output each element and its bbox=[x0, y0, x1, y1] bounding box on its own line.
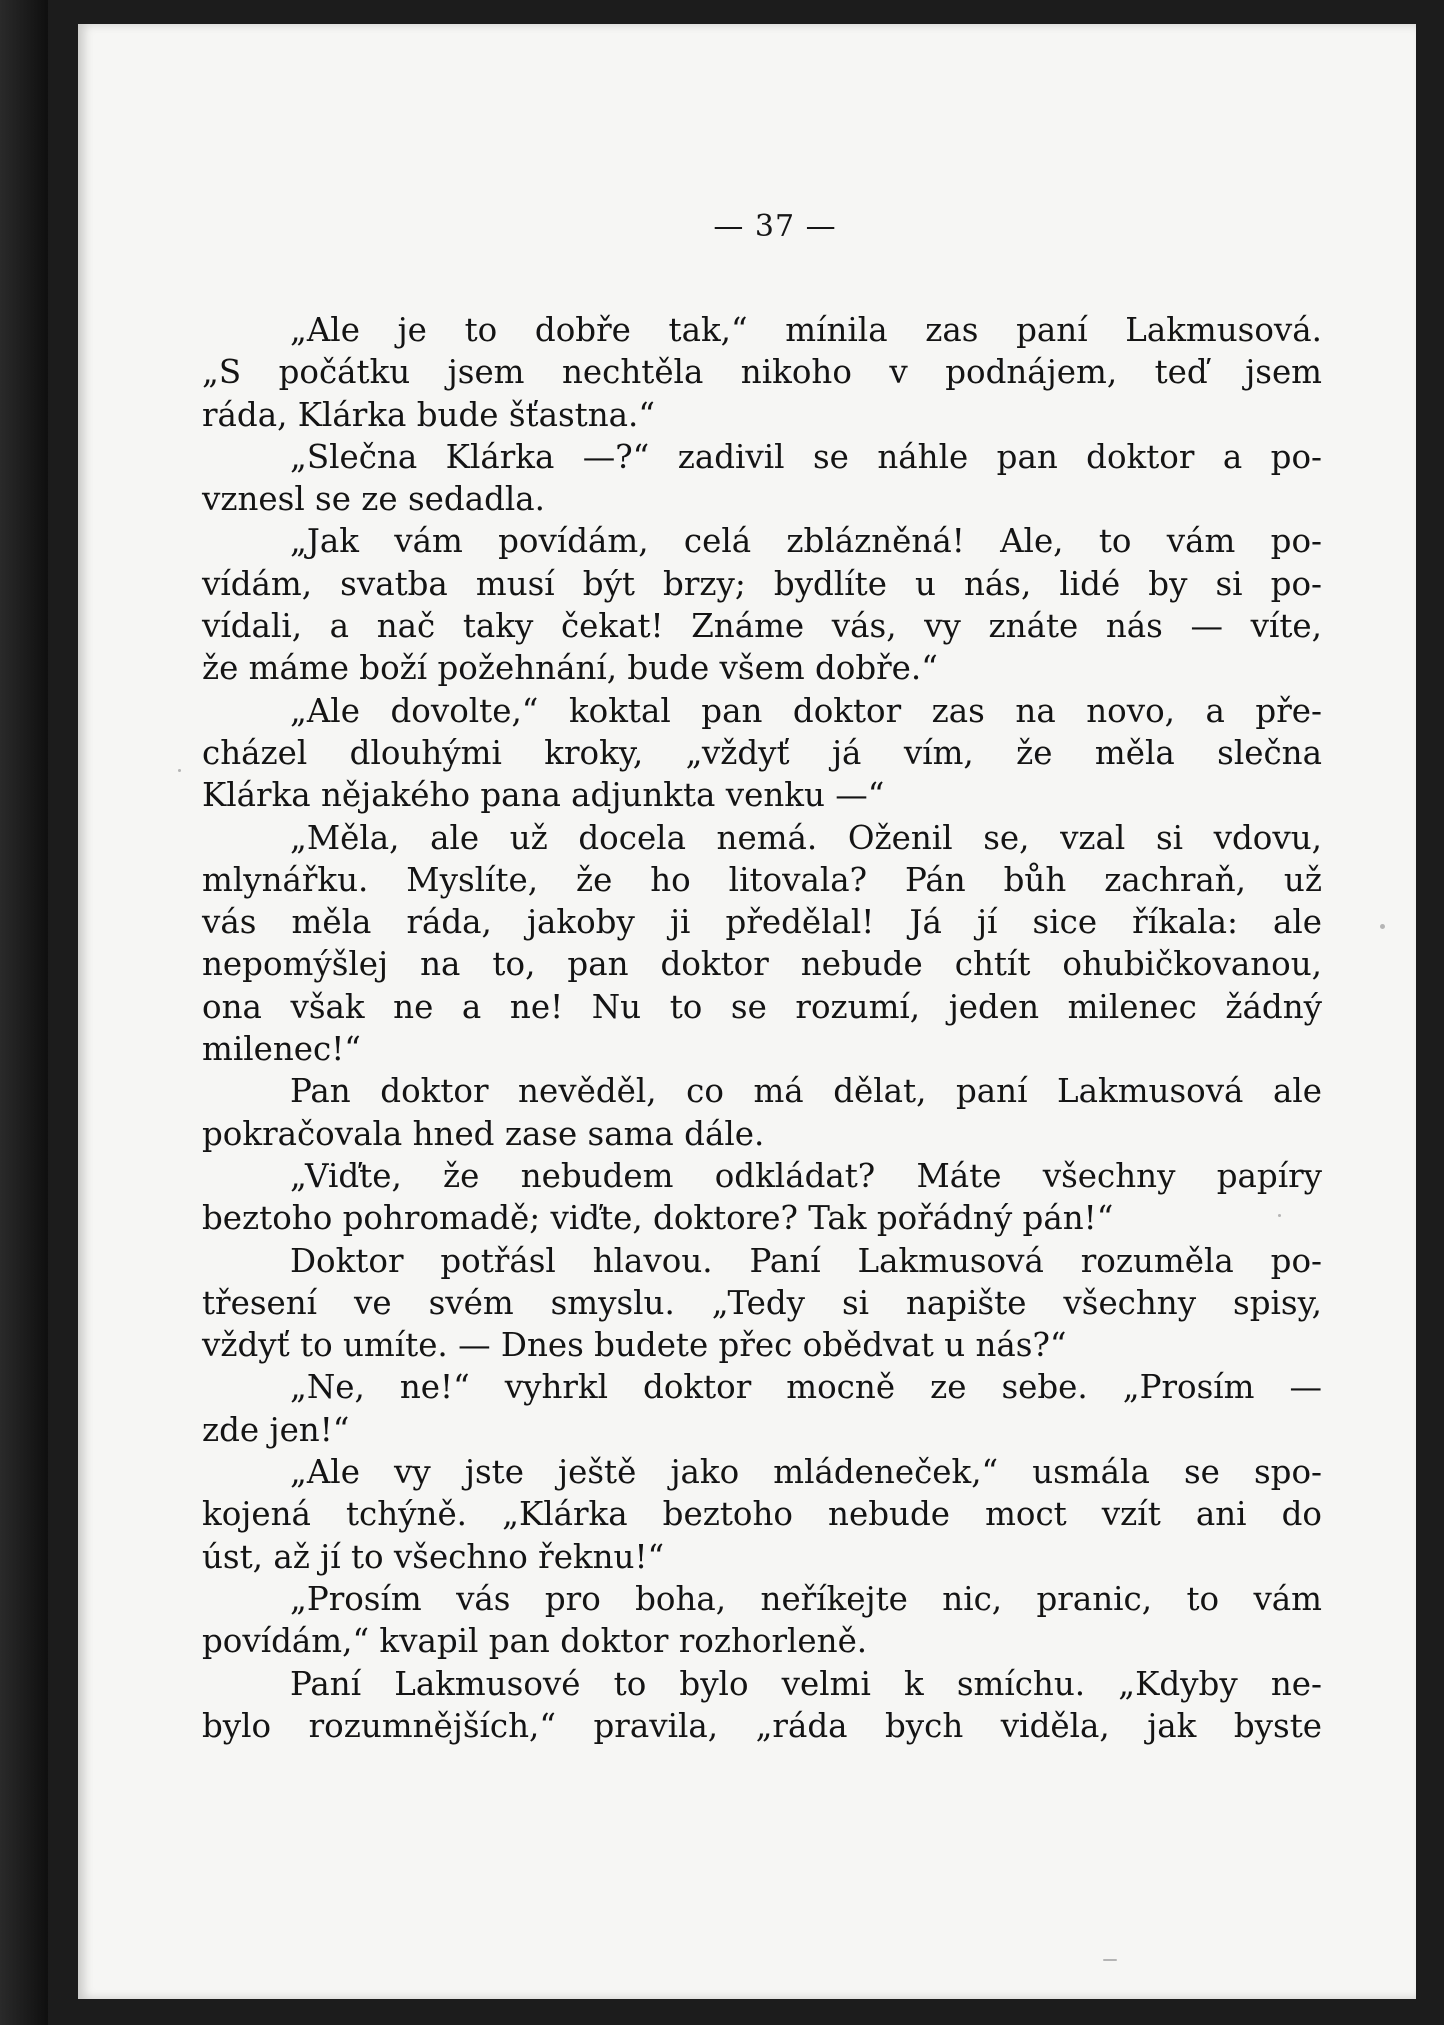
text-line: vždyť to umíte. — Dnes budete přec obědvat u nás?“ bbox=[202, 1326, 1067, 1365]
text-line: Paní Lakmusové to bylo velmi k smíchu. „Kdyby ne- bbox=[290, 1664, 1322, 1703]
text-line: vídali, a nač taky čekat! Známe vás, vy znáte nás — víte, bbox=[202, 607, 1322, 646]
paper-speck bbox=[1103, 1959, 1117, 1961]
text-line: ráda, Klárka bude šťastna.“ bbox=[202, 395, 655, 434]
text-line: „Jak vám povídám, celá zblázněná! Ale, to vám po- bbox=[290, 522, 1322, 561]
page-number: — 37 — bbox=[713, 209, 837, 244]
text-line: úst, až jí to všechno řeknu!“ bbox=[202, 1537, 665, 1576]
text-line: Doktor potřásl hlavou. Paní Lakmusová rozuměla po- bbox=[290, 1241, 1322, 1280]
text-line: ona však ne a ne! Nu to se rozumí, jeden milenec žádný bbox=[202, 987, 1322, 1026]
text-line: vídám, svatba musí být brzy; bydlíte u nás, lidé by si po- bbox=[202, 564, 1322, 603]
text-line: „Prosím vás pro boha, neříkejte nic, pranic, to vám bbox=[290, 1579, 1322, 1618]
text-line: cházel dlouhými kroky, „vždyť já vím, že měla slečna bbox=[202, 733, 1322, 772]
text-line: Pan doktor nevěděl, co má dělat, paní Lakmusová ale bbox=[290, 1072, 1322, 1111]
text-line: vznesl se ze sedadla. bbox=[202, 480, 545, 519]
text-line: nepomýšlej na to, pan doktor nebude chtít ohubičkovanou, bbox=[202, 945, 1322, 984]
text-line: beztoho pohromadě; viďte, doktore? Tak pořádný pán!“ bbox=[202, 1199, 1114, 1238]
body-text bbox=[202, 309, 1322, 1747]
text-line: „Ne, ne!“ vyhrkl doktor mocně ze sebe. „Prosím — bbox=[290, 1368, 1322, 1407]
text-line: zde jen!“ bbox=[202, 1410, 350, 1449]
text-line: kojená tchýně. „Klárka beztoho nebude moct vzít ani do bbox=[202, 1495, 1322, 1534]
text-line: „S počátku jsem nechtěla nikoho v podnájem, teď jsem bbox=[202, 353, 1322, 392]
text-line: mlynářku. Myslíte, že ho litovala? Pán bůh zachraň, už bbox=[202, 860, 1322, 899]
text-line: třesení ve svém smyslu. „Tedy si napište všechny spisy, bbox=[202, 1283, 1322, 1322]
text-line: „Ale vy jste ještě jako mládeneček,“ usmála se spo- bbox=[290, 1453, 1322, 1492]
book-page bbox=[78, 24, 1416, 1999]
text-line: „Měla, ale už docela nemá. Oženil se, vzal si vdovu, bbox=[290, 818, 1322, 857]
text-line: „Viďte, že nebudem odkládat? Máte všechny papíry bbox=[290, 1156, 1322, 1195]
text-line: „Ale dovolte,“ koktal pan doktor zas na novo, a pře- bbox=[290, 691, 1322, 730]
text-line: „Ale je to dobře tak,“ mínila zas paní Lakmusová. bbox=[290, 311, 1322, 349]
previous-page-edge bbox=[0, 0, 48, 2025]
paper-speck bbox=[1380, 924, 1385, 929]
paper-speck bbox=[1278, 1214, 1281, 1217]
text-line: že máme boží požehnání, bude všem dobře.“ bbox=[202, 649, 938, 688]
text-line: pokračovala hned zase sama dále. bbox=[202, 1114, 765, 1153]
text-line: vás měla ráda, jakoby ji předělal! Já jí sice říkala: ale bbox=[202, 903, 1322, 942]
text-line: Klárka nějakého pana adjunkta venku —“ bbox=[202, 776, 885, 815]
text-line: povídám,“ kvapil pan doktor rozhorleně. bbox=[202, 1622, 868, 1661]
paper-speck bbox=[178, 769, 181, 772]
text-line: milenec!“ bbox=[202, 1030, 361, 1069]
text-line: bylo rozumnějších,“ pravila, „ráda bych viděla, jak byste bbox=[202, 1706, 1322, 1745]
text-line: „Slečna Klárka —?“ zadivil se náhle pan doktor a po- bbox=[290, 437, 1322, 476]
